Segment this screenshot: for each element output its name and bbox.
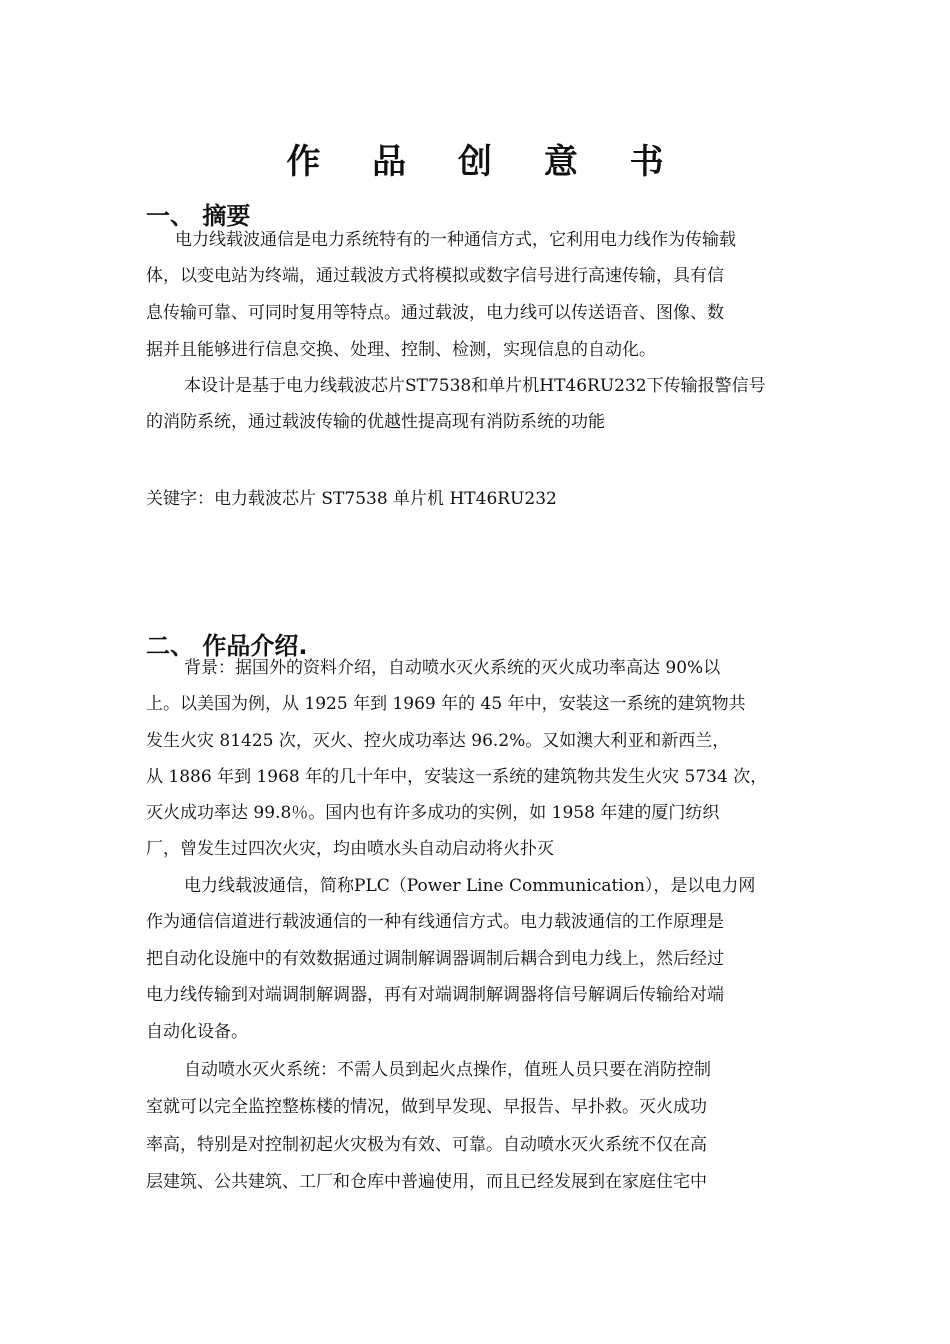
intro-line: 上。以美国为例，从 1925 年到 1969 年的 45 年中，安装这一系统的建筑物共 [146,694,746,714]
keywords-value: ST7538 单片机 HT46RU232 [316,489,557,509]
intro-line: 自动化设备。 [146,1022,248,1042]
abstract-line: 体，以变电站为终端，通过载波方式将模拟或数字信号进行高速传输，具有信 [146,266,724,286]
intro-line: 层建筑、公共建筑、工厂和仓库中普遍使用，而且已经发展到在家庭住宅中 [146,1172,707,1192]
intro-line: 自动喷水灭火系统：不需人员到起火点操作，值班人员只要在消防控制 [184,1060,711,1080]
intro-line: 发生火灾 81425 次，灭火、控火成功率达 96.2%。又如澳大利亚和新西兰， [146,731,730,751]
intro-line: 率高，特别是对控制初起火灾极为有效、可靠。自动喷水灭火系统不仅在高 [146,1135,707,1155]
abstract-line: 的消防系统，通过载波传输的优越性提高现有消防系统的功能 [146,412,605,432]
abstract-line: 本设计是基于电力线载波芯片ST7538和单片机HT46RU232下传输报警信号 [184,376,766,396]
abstract-line: 电力线载波通信是电力系统特有的一种通信方式，它利用电力线作为传输载 [175,230,736,250]
intro-line: 灭火成功率达 99.8％。国内也有许多成功的实例，如 1958 年建的厦门纺织 [146,803,720,823]
intro-line: 电力线传输到对端调制解调器，再有对端调制解调器将信号解调后传输给对端 [146,985,724,1005]
abstract-line: 息传输可靠、可同时复用等特点。通过载波，电力线可以传送语音、图像、数 [146,303,724,323]
intro-line: 从 1886 年到 1968 年的几十年中，安装这一系统的建筑物共发生火灾 5734 次， [146,767,768,787]
intro-line: 电力线载波通信，简称PLC（Power Line Communication），是以电力网 [184,876,756,896]
abstract-line: 据并且能够进行信息交换、处理、控制、检测，实现信息的自动化。 [146,340,656,360]
intro-line: 背景：据国外的资料介绍，自动喷水灭火系统的灭火成功率高达 90%以 [184,658,721,678]
intro-line: 作为通信信道进行载波通信的一种有线通信方式。电力载波通信的工作原理是 [146,912,724,932]
section-heading-abstract: 一、 摘要 [146,202,251,230]
keywords-line [146,484,557,509]
keywords-label: 关键字：电力载波芯片 [146,489,316,509]
intro-line: 室就可以完全监控整栋楼的情况，做到早发现、早报告、早扑救。灭火成功 [146,1097,707,1117]
section-heading-introduction: 二、 作品介绍. [146,632,308,660]
intro-line: 把自动化设施中的有效数据通过调制解调器调制后耦合到电力线上，然后经过 [146,949,724,969]
document-title: 作 品 创 意 书 [286,142,684,182]
intro-line: 厂，曾发生过四次火灾，均由喷水头自动启动将火扑灭 [146,839,554,859]
